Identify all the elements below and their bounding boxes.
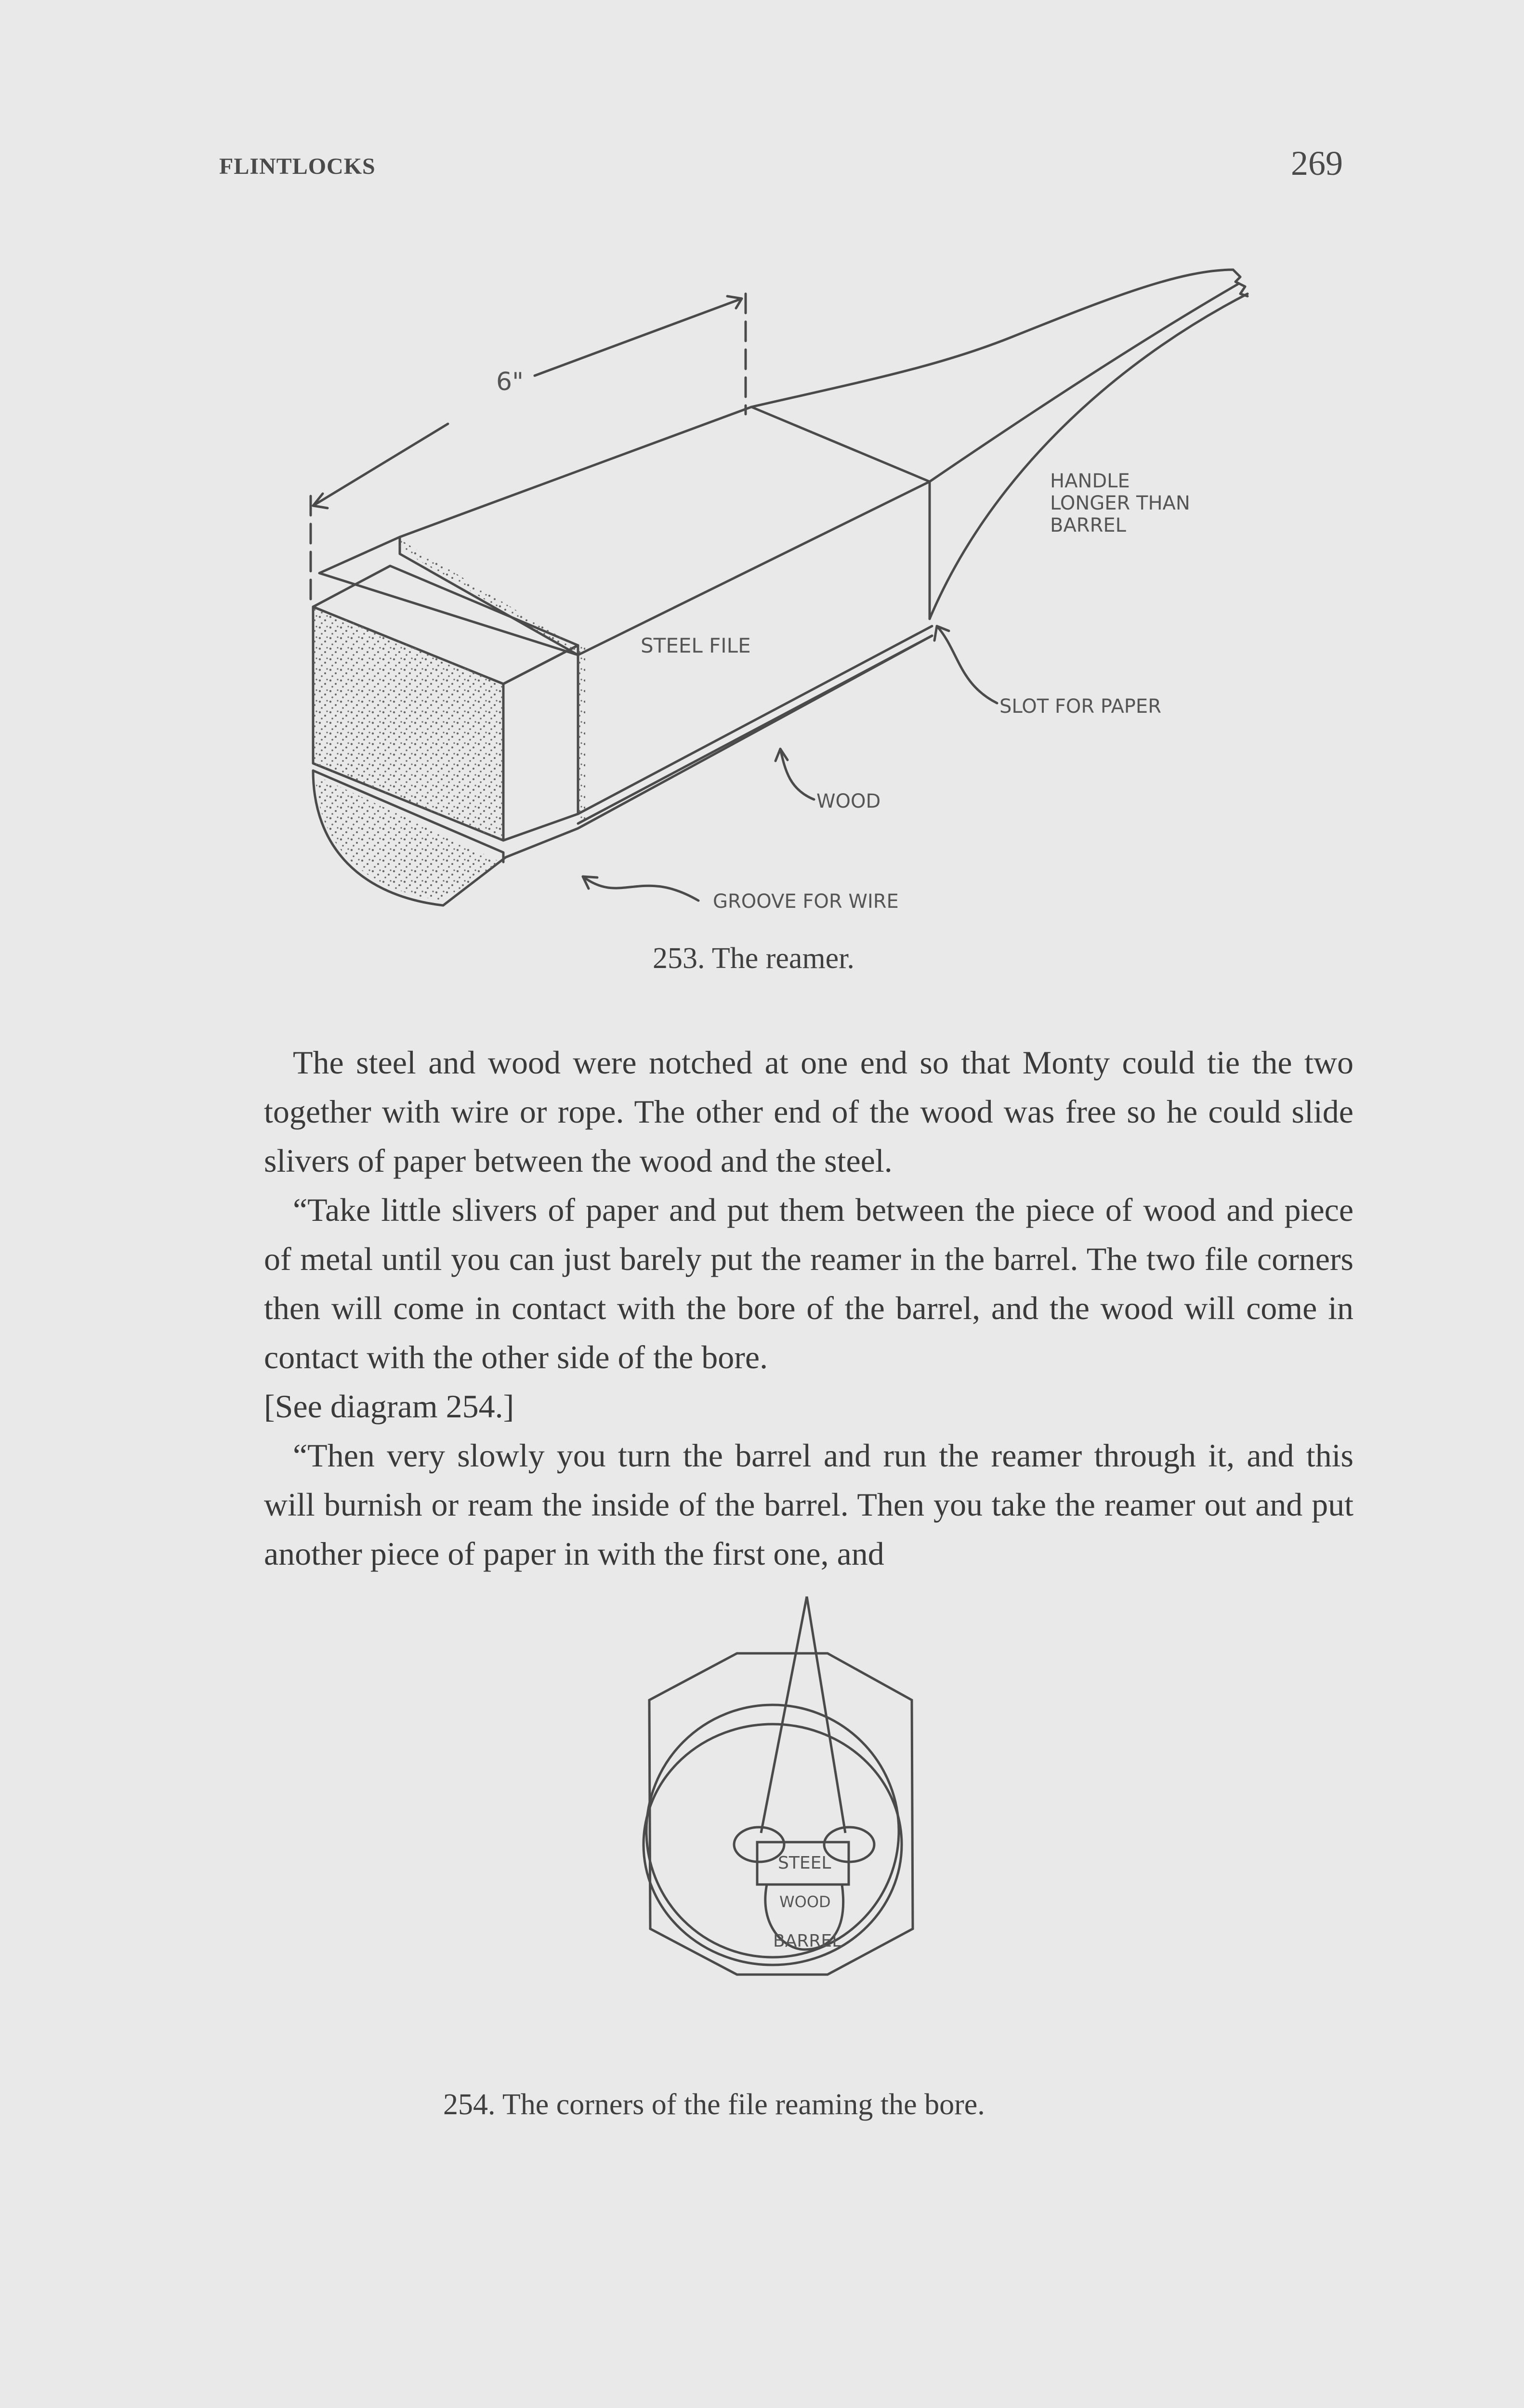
handle-label-1: HANDLE: [1050, 470, 1130, 492]
slot-label: SLOT FOR PAPER: [999, 695, 1161, 718]
steel-file-label: STEEL FILE: [641, 634, 751, 657]
steel-file-top: [319, 407, 930, 655]
wood-label: WOOD: [779, 1893, 831, 1911]
figure-253-caption: 253. The reamer.: [653, 942, 854, 975]
reamer-drawing: [0, 0, 1524, 963]
paragraph: The steel and wood were notched at one end so that Monty could tie the two together with wire or rope. The other end of the wood was free so he could slide slivers of paper between the wood and the steel.: [264, 1044, 1353, 1179]
figure-reamer: [0, 0, 1524, 963]
steel-label: STEEL: [778, 1853, 831, 1873]
bore-diagram: [578, 1589, 963, 2071]
groove-leader: [583, 877, 698, 901]
corner-left: [734, 1827, 784, 1862]
sight-line-left: [761, 1597, 807, 1833]
paragraph: “Then very slowly you turn the barrel and run the reamer through it, and this will burnish or ream the inside of the barrel. Then you take the reamer out and put another piece of paper in with the first one, and: [264, 1437, 1353, 1572]
wood-label: WOOD: [816, 790, 881, 812]
handle-label-3: BARREL: [1050, 514, 1126, 537]
figure-bore-diagram: [578, 1589, 963, 2071]
paragraph: “Take little slivers of paper and put them between the piece of wood and piece of metal until you can just barely put the reamer in the barrel. The two file corners then will come in contact with the bore of the barrel, and the wood will come in contact with the other side of the bore.: [264, 1191, 1353, 1375]
running-title: FLINTLOCKS: [219, 154, 376, 179]
sight-line-right: [807, 1597, 845, 1833]
barrel-label: BARREL: [773, 1931, 842, 1951]
dimension-label: 6": [496, 367, 524, 396]
slot-leader: [937, 626, 997, 703]
dimension-arrow: [313, 299, 742, 506]
page-number: 269: [1291, 144, 1343, 183]
paragraph: [See diagram 254.]: [264, 1388, 514, 1425]
handle: [751, 270, 1233, 407]
handle-label-2: LONGER THAN: [1050, 492, 1190, 514]
body-text: [264, 1038, 1353, 1578]
figure-254-caption: 254. The corners of the file reaming the bore.: [443, 2088, 985, 2121]
groove-label: GROOVE FOR WIRE: [713, 890, 899, 913]
